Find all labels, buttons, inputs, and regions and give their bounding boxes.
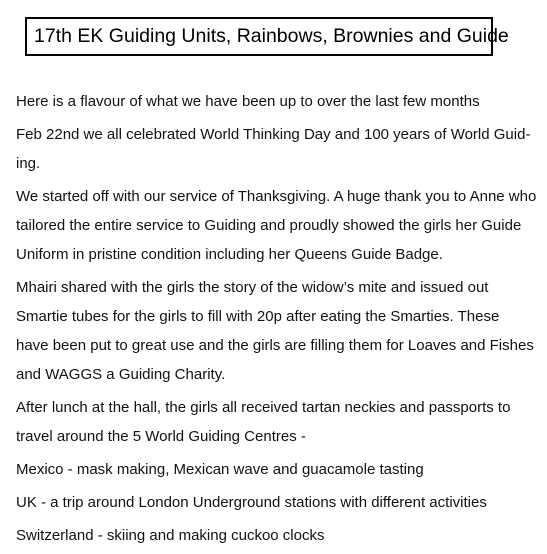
paragraph-after-lunch xyxy=(16,393,544,451)
paragraph-mexico xyxy=(16,455,544,484)
page-title: 17th EK Guiding Units, Rainbows, Brownies and Guide xyxy=(34,24,509,47)
paragraph-widows-mite xyxy=(16,273,544,389)
paragraph-switzerland xyxy=(16,521,544,550)
text-line: have been put to great use and the girls are filling them for Loaves and Fishes xyxy=(16,337,534,354)
text-line: Mhairi shared with the girls the story of the widow’s mite and issued out xyxy=(16,279,489,296)
text-line: tailored the entire service to Guiding and proudly showed the girls her Guide xyxy=(16,217,522,234)
title-box xyxy=(25,17,509,56)
text-line: Mexico - mask making, Mexican wave and guacamole tasting xyxy=(16,461,424,478)
text-line: Switzerland - skiing and making cuckoo clocks xyxy=(16,527,325,544)
paragraph-intro xyxy=(16,87,544,116)
text-line: After lunch at the hall, the girls all received tartan neckies and passports to xyxy=(16,399,511,416)
article-body xyxy=(16,87,544,554)
text-line: UK - a trip around London Underground stations with different activities xyxy=(16,494,487,511)
paragraph-thanksgiving-service xyxy=(16,182,544,269)
text-line: and WAGGS a Guiding Charity. xyxy=(16,366,226,383)
text-line: travel around the 5 World Guiding Centres - xyxy=(16,428,306,445)
text-line: We started off with our service of Thanksgiving. A huge thank you to Anne who xyxy=(16,188,537,205)
paragraph-world-thinking-day xyxy=(16,120,544,178)
text-line: Here is a flavour of what we have been up to over the last few months xyxy=(16,93,480,110)
text-line: Uniform in pristine condition including her Queens Guide Badge. xyxy=(16,246,443,263)
paragraph-uk xyxy=(16,488,544,517)
text-line: Feb 22nd we all celebrated World Thinking Day and 100 years of World Guid- xyxy=(16,126,531,143)
text-line: Smartie tubes for the girls to fill with 20p after eating the Smarties. These xyxy=(16,308,500,325)
text-line: ing. xyxy=(16,155,41,172)
